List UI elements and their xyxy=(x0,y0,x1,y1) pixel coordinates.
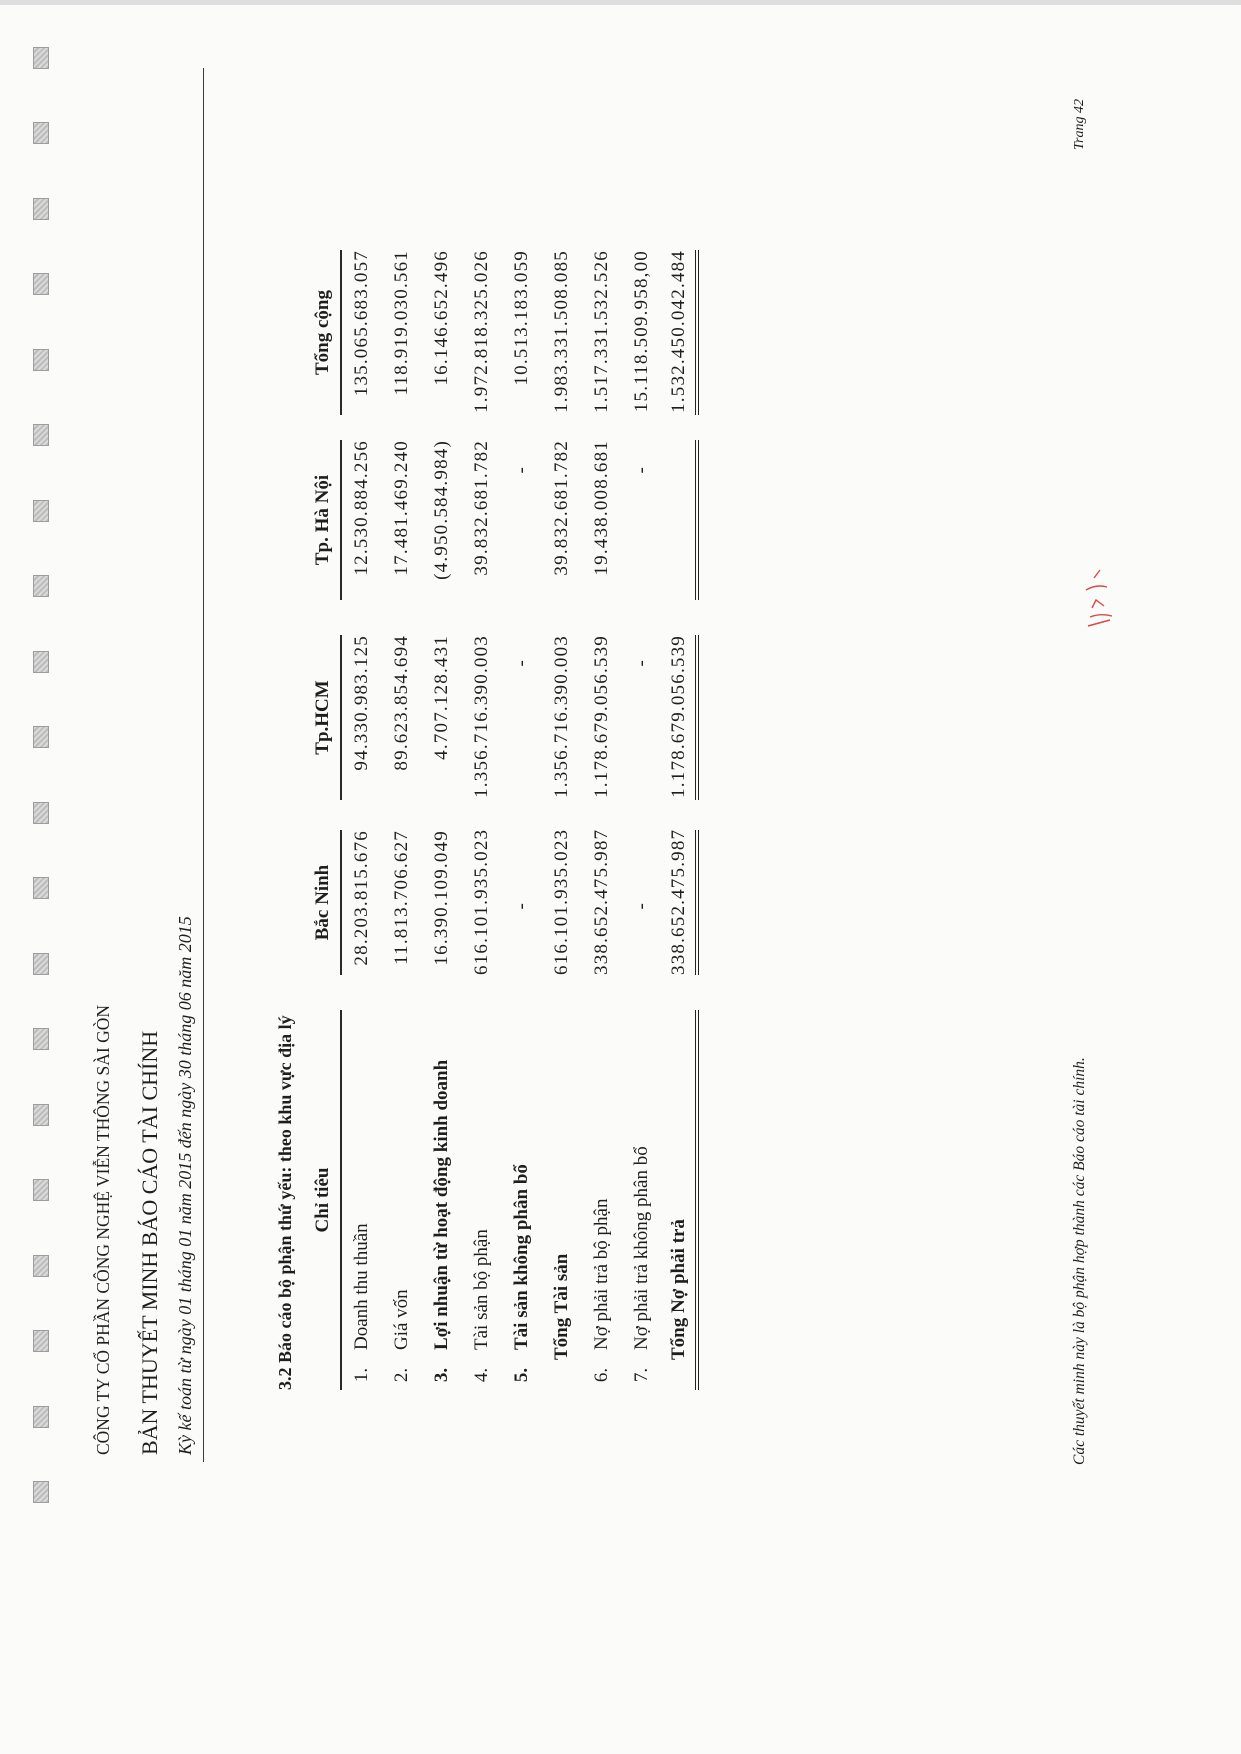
row-label: Tài sản không phân bổ xyxy=(511,1164,532,1350)
row-number: 1. xyxy=(351,1367,372,1383)
binding-hole xyxy=(33,1104,49,1126)
value-tong-cong: 16.146.652.496 xyxy=(431,250,452,386)
binding-hole xyxy=(33,274,49,296)
value-tong-cong: 1.983.331.508.085 xyxy=(551,250,572,413)
binding-hole xyxy=(33,1482,49,1504)
value-tp-ha-noi: (4.950.584.984) xyxy=(431,440,452,580)
value-tp-ha-noi: 39.832.681.782 xyxy=(471,440,492,576)
column-gap xyxy=(582,800,622,830)
column-gap xyxy=(502,975,542,1010)
column-gap xyxy=(502,415,542,440)
column-gap xyxy=(582,975,622,1010)
column-gap xyxy=(662,600,697,635)
value-tp-hcm: 1.178.679.056.539 xyxy=(662,635,697,800)
value-tong-cong: 1.972.818.325.026 xyxy=(471,250,492,413)
column-gap xyxy=(622,415,662,440)
value-tp-ha-noi: - xyxy=(631,466,652,474)
binding-hole xyxy=(33,500,49,522)
value-tp-ha-noi: 19.438.008.681 xyxy=(591,440,612,576)
binding-hole xyxy=(33,802,49,824)
footer-note: Các thuyết minh này là bộ phận hợp thành các Báo cáo tài chính. xyxy=(1071,1057,1088,1465)
column-gap xyxy=(305,800,341,830)
column-gap xyxy=(382,975,422,1010)
row-label: Tổng Nợ phải trả xyxy=(662,1010,697,1360)
binding-hole xyxy=(33,878,49,900)
column-gap xyxy=(341,415,382,440)
row-number: 2. xyxy=(391,1367,412,1383)
column-gap xyxy=(341,600,382,635)
column-gap xyxy=(622,600,662,635)
binding-hole xyxy=(33,123,49,145)
row-number xyxy=(662,1360,697,1390)
value-tp-hcm: 1.356.716.390.003 xyxy=(471,635,492,798)
value-bac-ninh: - xyxy=(511,902,532,910)
table-row xyxy=(542,250,582,1390)
row-label: Doanh thu thuần xyxy=(351,1223,372,1350)
value-tong-cong: 10.513.183.059 xyxy=(511,250,532,386)
binding-hole xyxy=(33,349,49,371)
row-label: Tài sản bộ phận xyxy=(471,1229,492,1350)
binding-hole xyxy=(33,1331,49,1353)
binding-hole xyxy=(33,1406,49,1428)
value-tp-hcm: - xyxy=(511,659,532,667)
row-label: Nợ phải trả không phân bổ xyxy=(631,1146,652,1350)
column-gap xyxy=(305,975,341,1010)
table-row xyxy=(502,250,542,1390)
column-gap xyxy=(305,600,341,635)
column-gap xyxy=(542,800,582,830)
row-label: Tổng Tài sản xyxy=(551,1253,572,1360)
row-number xyxy=(542,1360,582,1390)
column-gap xyxy=(422,600,462,635)
value-tp-hcm: 1.178.679.056.539 xyxy=(591,635,612,798)
binding-hole xyxy=(33,953,49,975)
row-number: 4. xyxy=(471,1367,492,1383)
document-title: BẢN THUYẾT MINH BÁO CÁO TÀI CHÍNH xyxy=(137,1030,162,1455)
column-header-chi-tieu: Chỉ tiêu xyxy=(305,1010,341,1390)
column-gap xyxy=(382,800,422,830)
value-tong-cong: 135.065.683.057 xyxy=(351,250,372,397)
row-label: Lợi nhuận từ hoạt động kinh doanh xyxy=(431,1059,452,1350)
binding-hole xyxy=(33,1255,49,1277)
column-gap xyxy=(422,975,462,1010)
table-row xyxy=(622,250,662,1390)
stamp-fragment xyxy=(1082,566,1116,630)
column-gap xyxy=(662,975,697,1010)
column-gap xyxy=(422,415,462,440)
column-gap xyxy=(542,600,582,635)
column-header-tp-hcm: Tp.HCM xyxy=(305,635,341,800)
column-gap xyxy=(462,415,502,440)
row-number: 3. xyxy=(431,1367,452,1383)
column-gap xyxy=(582,600,622,635)
column-gap xyxy=(502,600,542,635)
column-gap xyxy=(305,415,341,440)
header-rule xyxy=(203,68,204,1462)
value-bac-ninh: - xyxy=(631,902,652,910)
segment-table-body xyxy=(341,250,697,1390)
column-gap xyxy=(341,800,382,830)
value-bac-ninh: 616.101.935.023 xyxy=(471,828,492,975)
column-gap xyxy=(382,600,422,635)
column-gap xyxy=(462,975,502,1010)
row-label: Nợ phải trả bộ phận xyxy=(591,1198,612,1350)
table-row xyxy=(582,250,622,1390)
column-header-bac-ninh: Bắc Ninh xyxy=(305,830,341,975)
value-tp-ha-noi: 39.832.681.782 xyxy=(551,440,572,576)
column-header-tp-ha-noi: Tp. Hà Nội xyxy=(305,440,341,600)
value-tong-cong: 15.118.509.958,00 xyxy=(631,250,652,413)
table-row xyxy=(662,250,697,1390)
value-tp-ha-noi: 12.530.884.256 xyxy=(351,440,372,576)
row-number: 5. xyxy=(511,1367,532,1383)
binding-hole xyxy=(33,198,49,220)
table-row xyxy=(382,250,422,1390)
column-gap xyxy=(542,415,582,440)
value-tp-hcm: 4.707.128.431 xyxy=(431,635,452,760)
column-gap xyxy=(542,975,582,1010)
value-tong-cong: 1.517.331.532.526 xyxy=(591,250,612,413)
segment-report-table xyxy=(305,250,699,1390)
binding-hole xyxy=(33,727,49,749)
value-tp-ha-noi xyxy=(662,440,697,600)
value-tong-cong: 1.532.450.042.484 xyxy=(662,250,697,415)
column-gap xyxy=(662,415,697,440)
binding-hole xyxy=(33,1029,49,1051)
column-gap xyxy=(502,800,542,830)
column-gap xyxy=(662,800,697,830)
binding-hole xyxy=(33,47,49,69)
row-label: Giá vốn xyxy=(391,1289,412,1350)
column-gap xyxy=(622,800,662,830)
value-tong-cong: 118.919.030.561 xyxy=(391,250,412,396)
value-tp-ha-noi: 17.481.469.240 xyxy=(391,440,412,576)
value-bac-ninh: 28.203.815.676 xyxy=(351,830,372,966)
page-number: Trang 42 xyxy=(1072,99,1087,150)
value-tp-hcm: - xyxy=(631,659,652,667)
column-gap xyxy=(462,600,502,635)
section-title: 3.2 Báo cáo bộ phận thứ yếu: theo khu vực địa lý xyxy=(275,1015,295,1390)
column-gap xyxy=(382,415,422,440)
column-gap xyxy=(622,975,662,1010)
column-gap xyxy=(341,975,382,1010)
column-header-tong-cong: Tổng cộng xyxy=(305,250,341,415)
column-gap xyxy=(422,800,462,830)
value-tp-hcm: 89.623.854.694 xyxy=(391,635,412,771)
company-name: CÔNG TY CỔ PHẦN CÔNG NGHỆ VIỄN THÔNG SÀI GÒN xyxy=(93,1005,113,1455)
reporting-period: Kỳ kế toán từ ngày 01 tháng 01 năm 2015 đến ngày 30 tháng 06 năm 2015 xyxy=(175,916,195,1455)
binding-hole xyxy=(33,1180,49,1202)
table-header-row xyxy=(305,250,341,1390)
value-bac-ninh: 338.652.475.987 xyxy=(662,830,697,975)
scan-edge xyxy=(0,0,1241,5)
value-bac-ninh: 11.813.706.627 xyxy=(391,830,412,965)
row-number: 6. xyxy=(591,1367,612,1383)
binding-hole xyxy=(33,651,49,673)
table-row xyxy=(422,250,462,1390)
table-row xyxy=(462,250,502,1390)
value-tp-ha-noi: - xyxy=(511,466,532,474)
value-bac-ninh: 338.652.475.987 xyxy=(591,828,612,975)
value-tp-hcm: 94.330.983.125 xyxy=(351,635,372,771)
binding-hole xyxy=(33,425,49,447)
value-bac-ninh: 616.101.935.023 xyxy=(551,828,572,975)
value-bac-ninh: 16.390.109.049 xyxy=(431,830,452,966)
binding-hole xyxy=(33,576,49,598)
table-row xyxy=(341,250,382,1390)
row-number: 7. xyxy=(631,1367,652,1383)
value-tp-hcm: 1.356.716.390.003 xyxy=(551,635,572,798)
column-gap xyxy=(582,415,622,440)
column-gap xyxy=(462,800,502,830)
